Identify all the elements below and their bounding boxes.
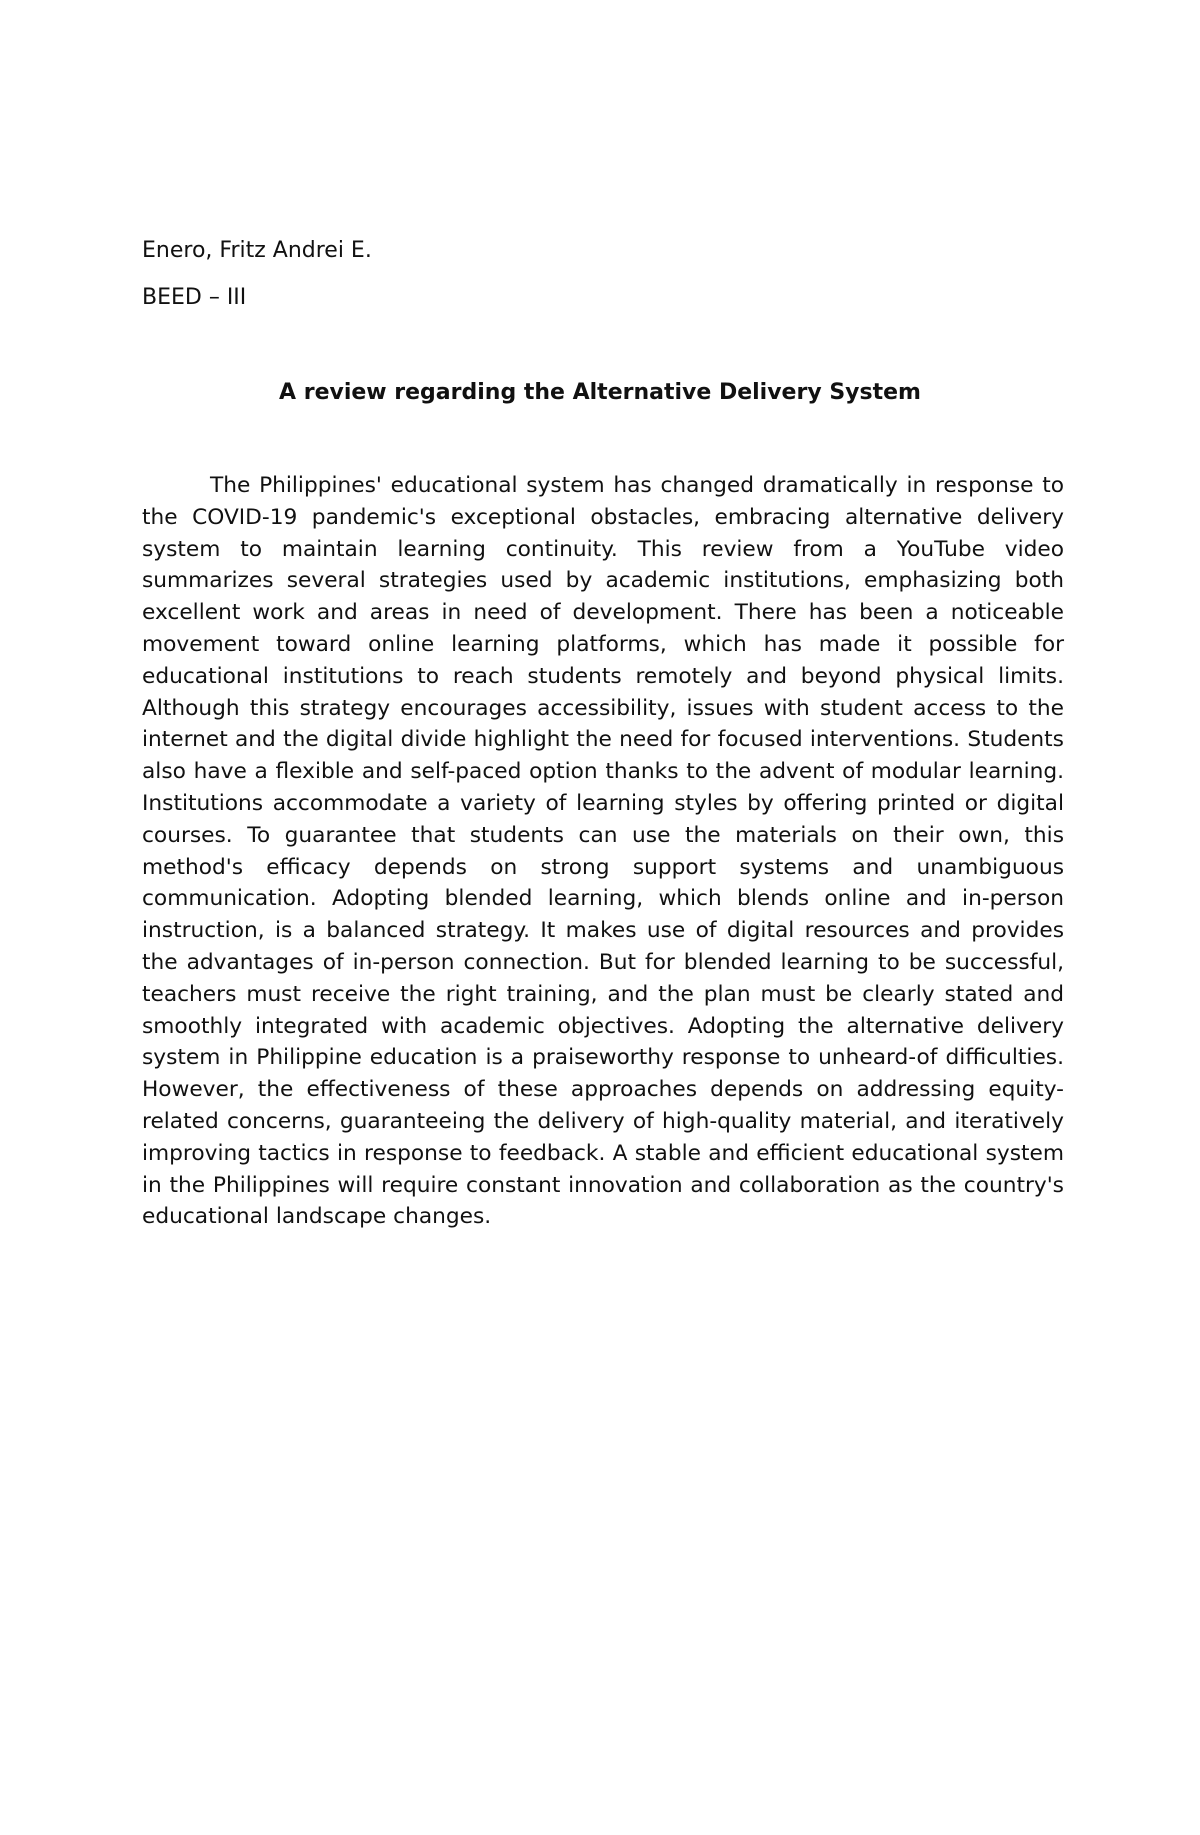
author-name: Enero, Fritz Andrei E. [142, 238, 372, 263]
document-title: A review regarding the Alternative Delivery System [279, 380, 921, 405]
course-label: BEED – III [142, 285, 247, 310]
body-paragraph: The Philippines' educational system has changed dramatically in response to the COVID-19 pandemic's exceptional obstacles, embracing alternative delivery system to maintain learning continuity. This review from a YouTube video summarizes several strategies used by academic institutions, emphasizing both excellent work and areas in need of development. There has been a noticeable movement toward online learning platforms, which has made it possible for educational institutions to reach students remotely and beyond physical limits. Although this strategy encourages accessibility, issues with student access to the internet and the digital divide highlight the need for focused interventions. Students also have a flexible and self-paced option thanks to the advent of modular learning. Institutions accommodate a variety of learning styles by offering printed or digital courses. To guarantee that students can use the materials on their own, this method's efficacy depends on strong support systems and unambiguous communication. Adopting blended learning, which blends online and in-person instruction, is a balanced strategy. It makes use of digital resources and provides the advantages of in-person connection. But for blended learning to be successful, teachers must receive the right training, and the plan must be clearly stated and smoothly integrated with academic objectives. Adopting the alternative delivery system in Philippine education is a praiseworthy response to unheard-of difficulties. However, the effectiveness of these approaches depends on addressing equity-related concerns, guaranteeing the delivery of high-quality material, and iteratively improving tactics in response to feedback. A stable and efficient educational system in the Philippines will require constant innovation and collaboration as the country's educational landscape changes. [142, 473, 1064, 1230]
